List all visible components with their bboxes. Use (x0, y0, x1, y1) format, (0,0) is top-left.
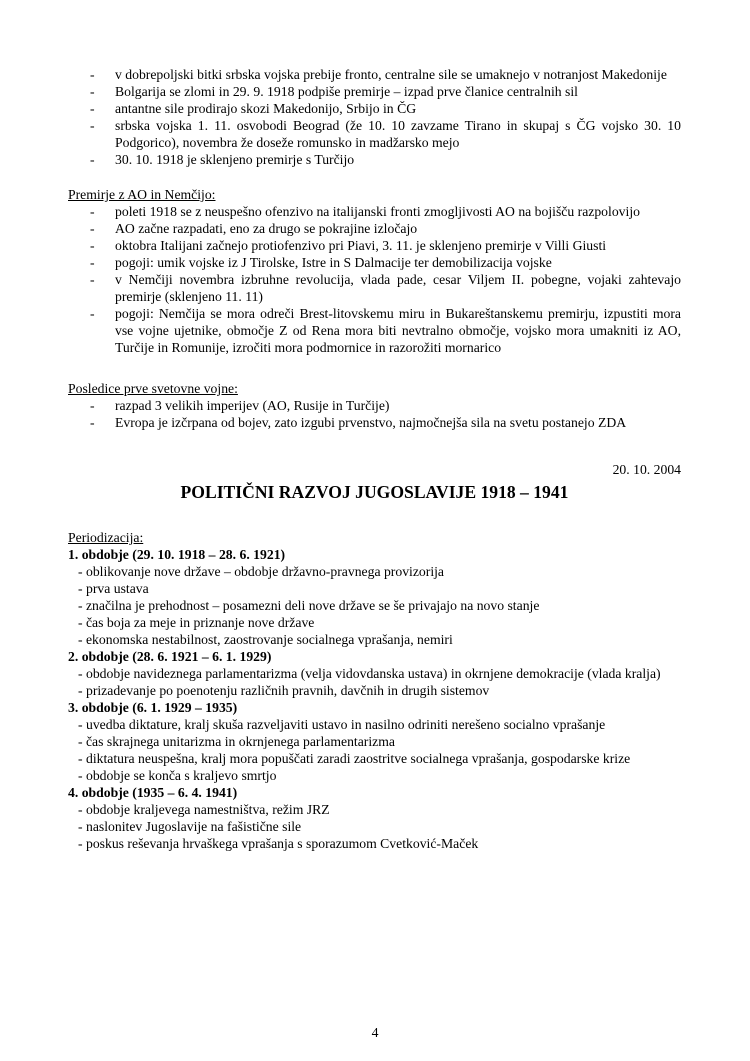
period-point: - prizadevanje po poenotenju različnih pravnih, davčnih in drugih sistemov (78, 683, 490, 698)
period-point: - diktatura neuspešna, kralj mora popuščati zaradi zaostritve socialnega vprašanja, gospodarske krize (78, 751, 631, 766)
period-header: 1. obdobje (29. 10. 1918 – 28. 6. 1921) (68, 547, 286, 562)
bullet-marker: - (90, 118, 95, 133)
list-item (68, 237, 681, 254)
bullet-text: poleti 1918 se z neuspešno ofenzivo na italijanski fronti zmogljivosti AO na bojišču razpolovijo (115, 204, 640, 219)
bullet-marker: - (90, 272, 95, 287)
bullet-text: srbska vojska 1. 11. osvobodi Beograd (že 10. 10 zavzame Tirano in skupaj s ČG vojsko 30. 10 Podgorico), novembra že doseže romunsko in madžarsko mejo (115, 118, 681, 150)
list-item (68, 100, 681, 117)
consequences-bullet-list (68, 397, 681, 431)
page-number: 4 (371, 1025, 379, 1040)
bullet-marker: - (90, 84, 95, 99)
bullet-text: antantne sile prodirajo skozi Makedonijo, Srbijo in ČG (115, 101, 417, 116)
period-point: - čas boja za meje in priznanje nove države (78, 615, 315, 630)
period-2 (68, 648, 681, 699)
list-item (68, 305, 681, 356)
period-point: - poskus reševanja hrvaškega vprašanja s sporazumom Cvetković-Maček (78, 836, 479, 851)
period-header: 4. obdobje (1935 – 6. 4. 1941) (68, 785, 238, 800)
bullet-text: pogoji: Nemčija se mora odreči Brest-litovskemu miru in Bukareštanskemu premirju, izpustiti mora vse vojne ujetnike, območje Z od Rena mora biti nevtralno območje, vojsko mora umakniti iz AO, Turčije in Romunije, izročiti mora podmornice in razorožiti mornarico (115, 306, 681, 355)
bullet-text: razpad 3 velikih imperijev (AO, Rusije in Turčije) (115, 398, 390, 413)
period-point: - značilna je prehodnost – posamezni deli nove države se še privajajo na novo stanje (78, 598, 540, 613)
period-point: - čas skrajnega unitarizma in okrnjenega parlamentarizma (78, 734, 395, 749)
bullet-marker: - (90, 255, 95, 270)
period-point: - prva ustava (78, 581, 149, 596)
bullet-text: v Nemčiji novembra izbruhne revolucija, vlada pade, cesar Viljem II. pobegne, vojaki zahtevajo premirje (sklenjeno 11. 11) (115, 272, 681, 304)
bullet-text: 30. 10. 1918 je sklenjeno premirje s Turčijo (115, 152, 355, 167)
period-point: - obdobje se konča s kraljevo smrtjo (78, 768, 277, 783)
period-header: 3. obdobje (6. 1. 1929 – 1935) (68, 700, 238, 715)
armistice-bullet-list (68, 203, 681, 356)
bullet-marker: - (90, 306, 95, 321)
bullet-marker: - (90, 238, 95, 253)
bullet-marker: - (90, 152, 95, 167)
period-point: - obdobje kraljevega namestništva, režim JRZ (78, 802, 330, 817)
bullet-marker: - (90, 67, 95, 82)
period-point: - uvedba diktature, kralj skuša razveljaviti ustavo in nasilno odriniti nerešeno socialno vprašanje (78, 717, 606, 732)
bullet-marker: - (90, 204, 95, 219)
list-item (68, 117, 681, 151)
bullet-text: Bolgarija se zlomi in 29. 9. 1918 podpiše premirje – izpad prve članice centralnih sil (115, 84, 578, 99)
bullet-marker: - (90, 398, 95, 413)
bullet-text: Evropa je izčrpana od bojev, zato izgubi prvenstvo, najmočnejša sila na svetu postanejo ZDA (115, 415, 627, 430)
bullet-marker: - (90, 415, 95, 430)
list-item (68, 83, 681, 100)
period-header: 2. obdobje (28. 6. 1921 – 6. 1. 1929) (68, 649, 272, 664)
list-item (68, 271, 681, 305)
list-item (68, 397, 681, 414)
list-item (68, 203, 681, 220)
period-3 (68, 699, 681, 784)
bullet-text: pogoji: umik vojske iz J Tirolske, Istre in S Dalmacije ter demobilizacija vojske (115, 255, 552, 270)
periodization-section (68, 529, 681, 852)
period-4 (68, 784, 681, 852)
period-point: - obdobje navideznega parlamentarizma (velja vidovdanska ustava) in okrnjene demokracije (vlada kralja) (78, 666, 661, 681)
section-heading-armistice: Premirje z AO in Nemčijo: (68, 187, 216, 202)
period-1 (68, 546, 681, 648)
document-date: 20. 10. 2004 (612, 462, 681, 477)
section-heading-periodization: Periodizacija: (68, 530, 144, 545)
ww1-end-bullet-list (68, 66, 681, 168)
section-heading-consequences: Posledice prve svetovne vojne: (68, 381, 238, 396)
period-point: - ekonomska nestabilnost, zaostrovanje socialnega vprašanja, nemiri (78, 632, 453, 647)
period-point: - oblikovanje nove države – obdobje državno-pravnega provizorija (78, 564, 445, 579)
list-item (68, 254, 681, 271)
bullet-text: v dobrepoljski bitki srbska vojska prebije fronto, centralne sile se umaknejo v notranjost Makedonije (115, 67, 667, 82)
bullet-marker: - (90, 101, 95, 116)
list-item (68, 151, 681, 168)
bullet-marker: - (90, 221, 95, 236)
bullet-text: AO začne razpadati, eno za drugo se pokrajine izločajo (115, 221, 418, 236)
list-item (68, 414, 681, 431)
bullet-text: oktobra Italijani začnejo protiofenzivo pri Piavi, 3. 11. je sklenjeno premirje v Villi Giusti (115, 238, 607, 253)
list-item (68, 66, 681, 83)
period-point: - naslonitev Jugoslavije na fašistične sile (78, 819, 302, 834)
page-title: POLITIČNI RAZVOJ JUGOSLAVIJE 1918 – 1941 (180, 482, 569, 502)
list-item (68, 220, 681, 237)
